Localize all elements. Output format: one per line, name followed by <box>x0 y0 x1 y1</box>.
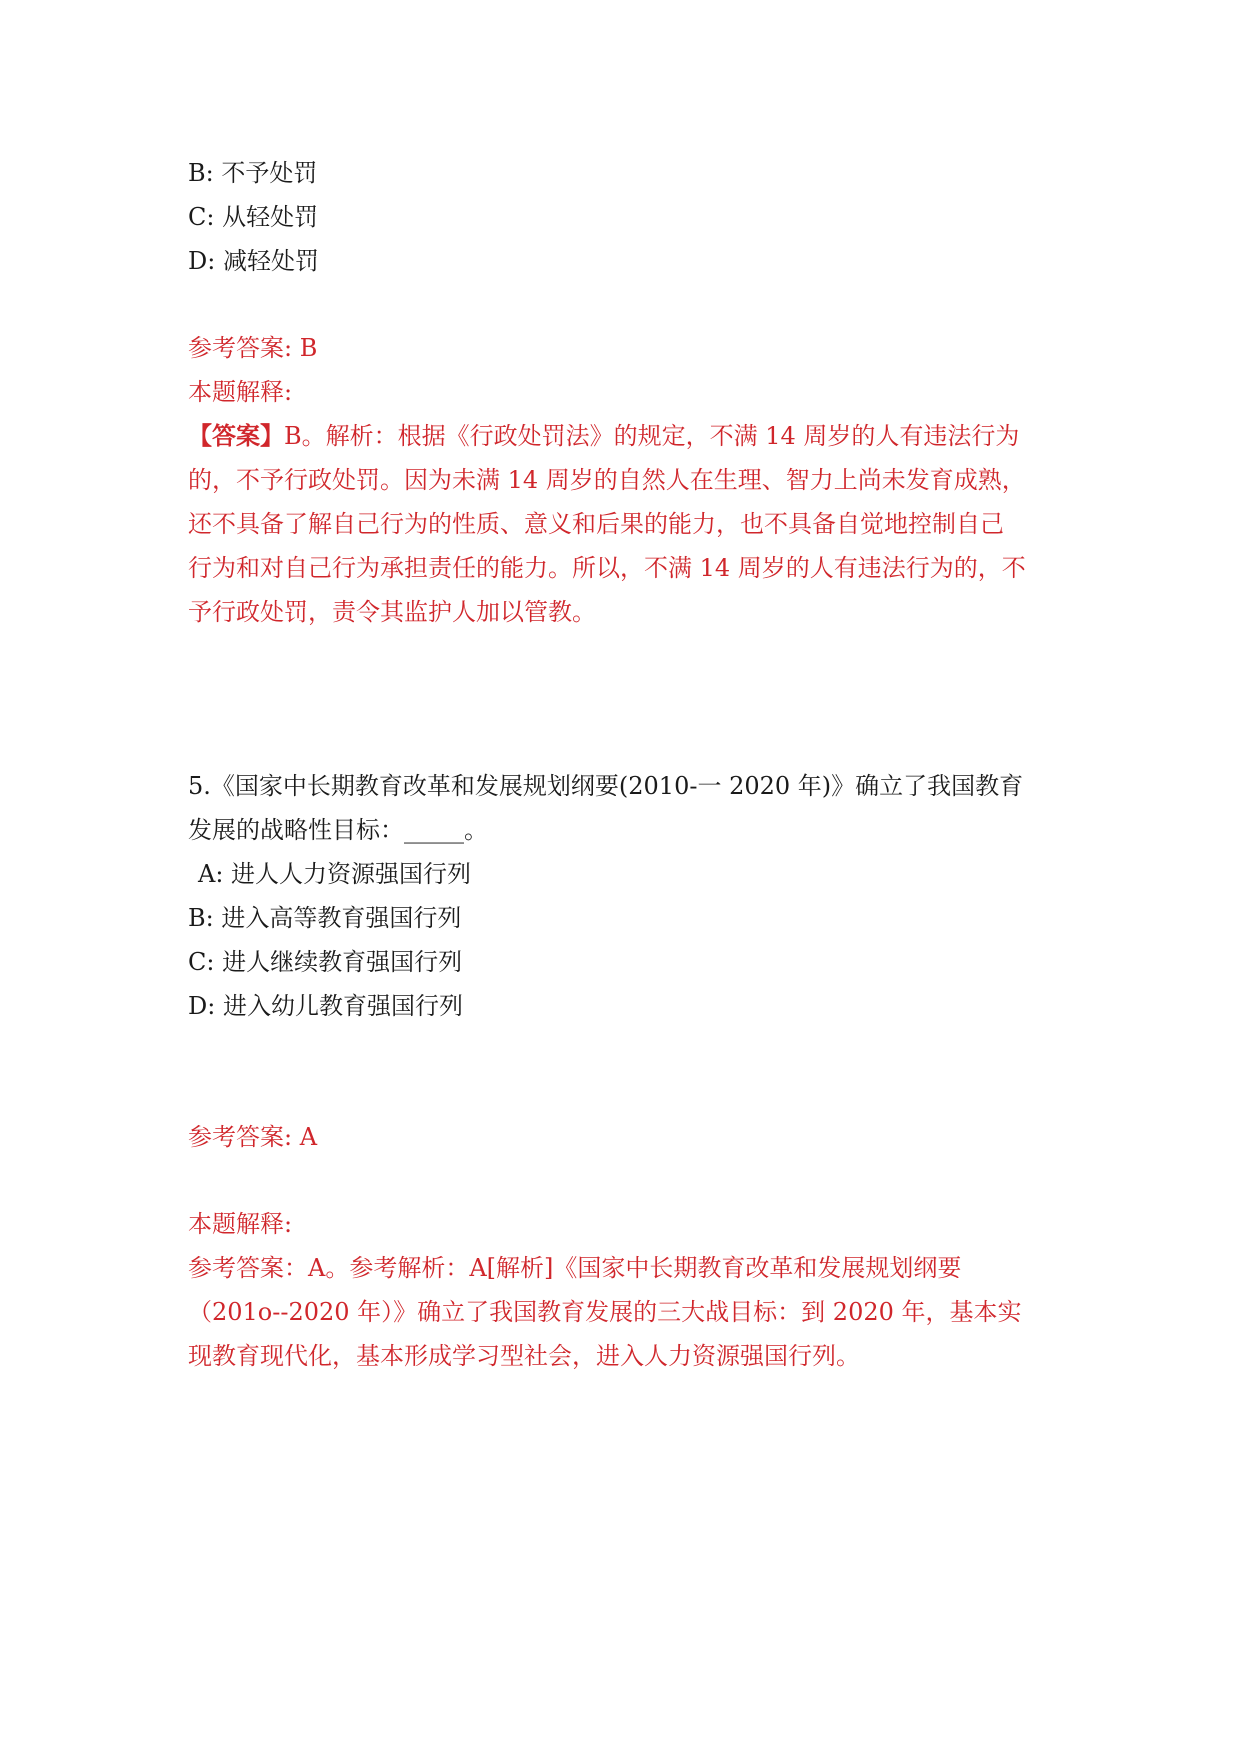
q5-explanation-line-1: 参考答案：A。参考解析：A[解析]《国家中长期教育改革和发展规划纲要 <box>188 1254 962 1282</box>
answer-tag: 【答案】 <box>188 421 284 450</box>
q4-explanation-line-3: 还不具备了解自己行为的性质、意义和后果的能力，也不具备自觉地控制自己 <box>188 510 1004 538</box>
q4-explanation-label: 本题解释: <box>188 378 293 406</box>
q5-explanation-line-3: 现教育现代化，基本形成学习型社会，进入人力资源强国行列。 <box>188 1342 860 1370</box>
q4-explanation-text-1: B。解析：根据《行政处罚法》的规定，不满 14 周岁的人有违法行为 <box>284 422 1020 450</box>
q5-option-a: A: 进人人力资源强国行列 <box>198 860 472 888</box>
q4-option-c: C: 从轻处罚 <box>188 203 319 231</box>
q4-explanation-line-5: 予行政处罚，责令其监护人加以管教。 <box>188 598 596 626</box>
q5-question-line-1: 5.《国家中长期教育改革和发展规划纲要(2010-一 2020 年)》确立了我国教育 <box>188 772 1024 800</box>
q5-answer: 参考答案: A <box>188 1123 318 1151</box>
q4-option-d: D: 减轻处罚 <box>188 247 319 275</box>
q5-explanation-line-2: （201o--2020 年）》确立了我国教育发展的三大战目标：到 2020 年，基本实 <box>188 1298 1022 1326</box>
q5-option-b: B: 进入高等教育强国行列 <box>188 904 462 932</box>
q5-explanation-label: 本题解释: <box>188 1210 293 1238</box>
q5-question-line-2: 发展的战略性目标：_____。 <box>188 816 488 844</box>
q4-explanation-line-4: 行为和对自己行为承担责任的能力。所以，不满 14 周岁的人有违法行为的，不 <box>188 554 1026 582</box>
q4-explanation-line-2: 的，不予行政处罚。因为未满 14 周岁的自然人在生理、智力上尚未发育成熟， <box>188 466 1026 494</box>
q4-answer: 参考答案: B <box>188 334 318 362</box>
q4-option-b: B: 不予处罚 <box>188 159 318 187</box>
q5-option-d: D: 进入幼儿教育强国行列 <box>188 992 463 1020</box>
q5-option-c: C: 进人继续教育强国行列 <box>188 948 463 976</box>
q4-explanation-line-1 <box>188 419 1019 453</box>
